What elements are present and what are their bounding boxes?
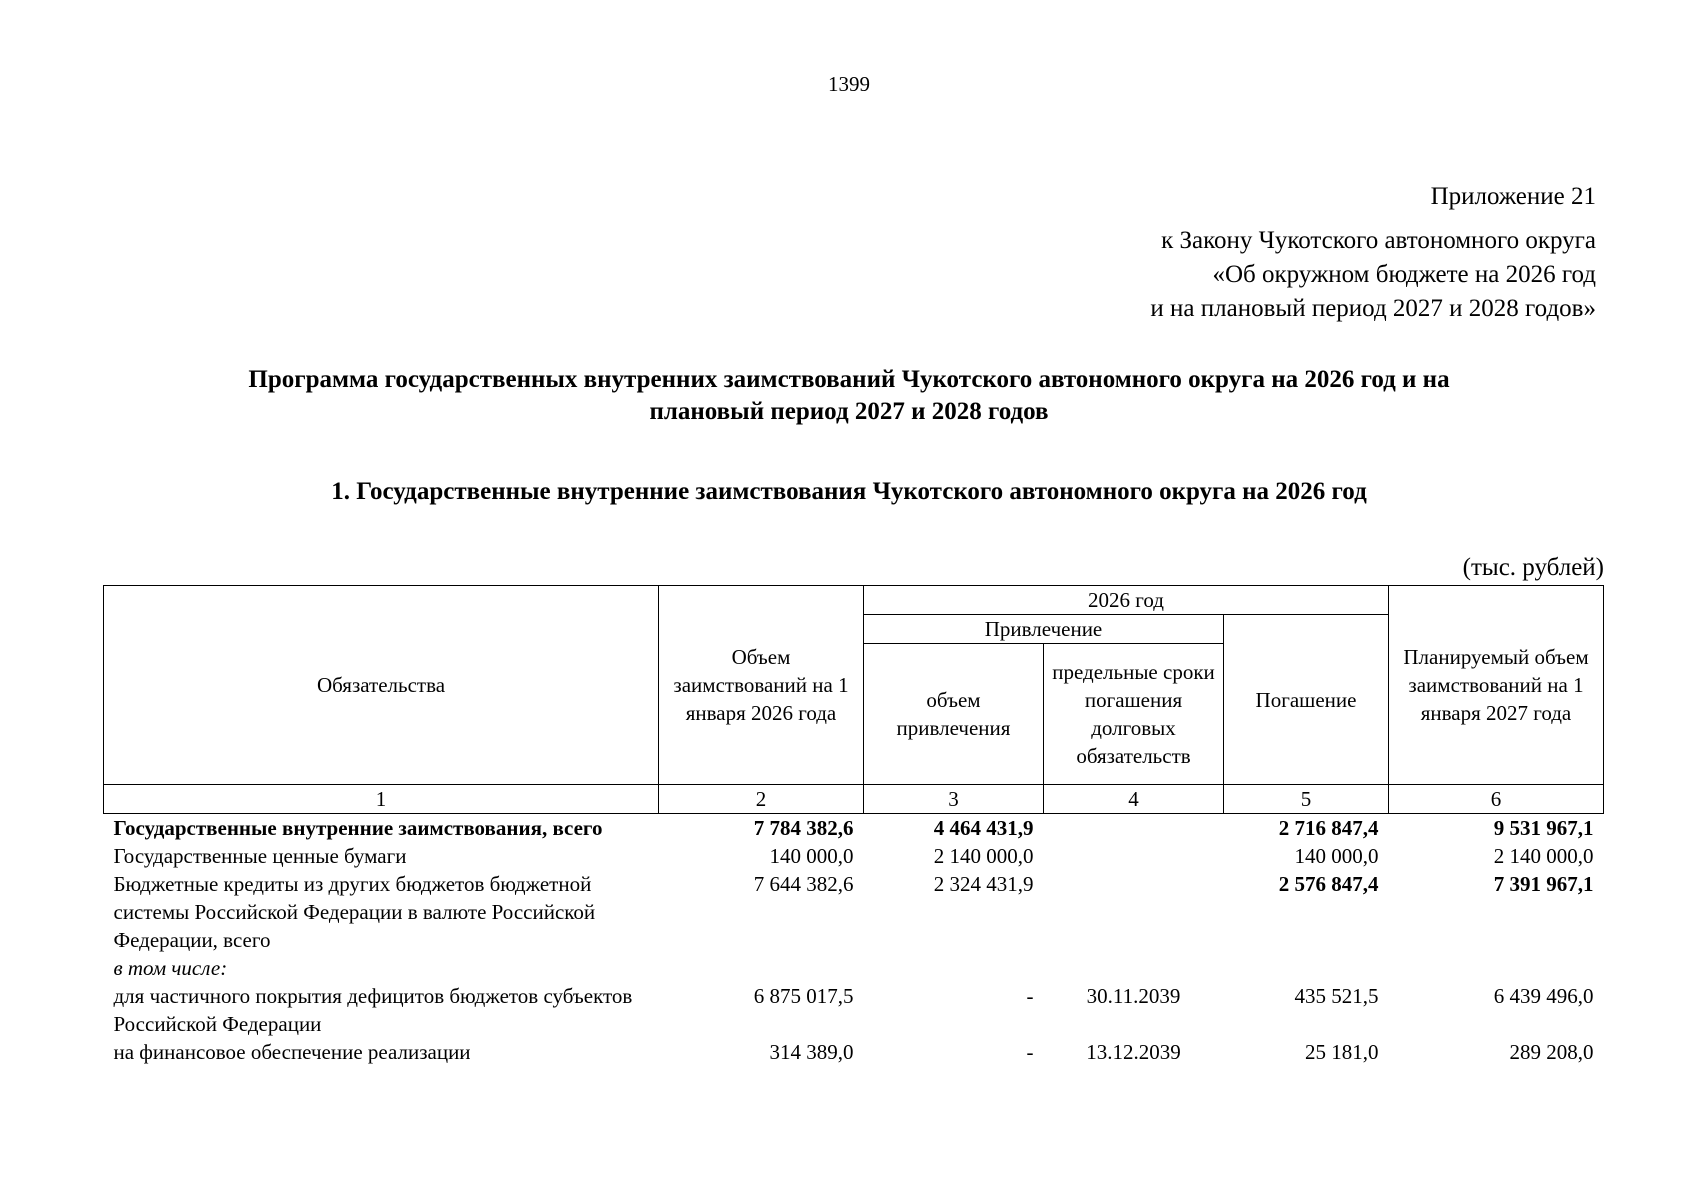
appendix-title: Приложение 21 bbox=[1430, 183, 1596, 210]
row-attraction: - bbox=[1026, 1040, 1034, 1064]
header-attraction: Привлечение bbox=[864, 615, 1224, 644]
table-row bbox=[104, 982, 1604, 1038]
row-deadline: 13.12.2039 bbox=[1086, 1040, 1181, 1064]
main-title-line-1: Программа государственных внутренних заимствований Чукотского автономного округа на 2026 год и на bbox=[248, 366, 1450, 393]
row-repayment: 2 716 847,4 bbox=[1278, 816, 1379, 840]
row-planned: 6 439 496,0 bbox=[1493, 984, 1594, 1008]
row-name: Бюджетные кредиты из других бюджетов бюджетной системы Российской Федерации в валюте Российской Федерации, всего bbox=[113, 872, 596, 952]
appendix-line-2: «Об окружном бюджете на 2026 год bbox=[1212, 261, 1596, 288]
row-repayment: 140 000,0 bbox=[1294, 844, 1379, 868]
main-title bbox=[150, 364, 1548, 428]
row-repayment: 435 521,5 bbox=[1294, 984, 1379, 1008]
row-repayment: 2 576 847,4 bbox=[1278, 872, 1379, 896]
row-deadline bbox=[1044, 814, 1224, 843]
row-deadline: 30.11.2039 bbox=[1086, 984, 1181, 1008]
main-title-line-2: плановый период 2027 и 2028 годов bbox=[649, 398, 1049, 425]
column-number: 3 bbox=[864, 785, 1044, 814]
row-attraction: 2 324 431,9 bbox=[933, 872, 1034, 896]
row-deadline bbox=[1044, 870, 1224, 954]
table-row bbox=[104, 1038, 1604, 1066]
row-name: для частичного покрытия дефицитов бюджетов субъектов Российской Федерации bbox=[113, 984, 633, 1036]
table-row bbox=[104, 954, 1604, 982]
row-volume-start: 6 875 017,5 bbox=[753, 984, 854, 1008]
row-repayment: 25 181,0 bbox=[1305, 1040, 1379, 1064]
header-planned-volume: Планируемый объем заимствований на 1 января 2027 года bbox=[1389, 586, 1604, 785]
row-attraction: 2 140 000,0 bbox=[933, 844, 1034, 868]
column-number: 2 bbox=[659, 785, 864, 814]
row-deadline bbox=[1044, 842, 1224, 870]
unit-label: (тыс. рублей) bbox=[1462, 554, 1604, 581]
row-subheading: в том числе: bbox=[113, 956, 228, 980]
row-volume-start: 140 000,0 bbox=[769, 844, 854, 868]
page-number: 1399 bbox=[828, 72, 870, 96]
appendix-line-3: и на плановый период 2027 и 2028 годов» bbox=[1150, 295, 1596, 322]
header-deadlines: предельные сроки погашения долговых обязательств bbox=[1044, 644, 1224, 785]
row-planned: 9 531 967,1 bbox=[1493, 816, 1594, 840]
table-row bbox=[104, 842, 1604, 870]
row-attraction: 4 464 431,9 bbox=[933, 816, 1034, 840]
column-number: 6 bbox=[1389, 785, 1604, 814]
row-planned: 7 391 967,1 bbox=[1493, 872, 1594, 896]
row-attraction: - bbox=[1026, 984, 1034, 1008]
header-repayment: Погашение bbox=[1224, 615, 1389, 785]
column-number: 5 bbox=[1224, 785, 1389, 814]
row-planned: 2 140 000,0 bbox=[1493, 844, 1594, 868]
table-row bbox=[104, 814, 1604, 843]
row-name: на финансовое обеспечение реализации bbox=[113, 1040, 471, 1064]
appendix-block bbox=[1150, 180, 1596, 326]
appendix-line-1: к Закону Чукотского автономного округа bbox=[1161, 227, 1596, 254]
header-year: 2026 год bbox=[864, 586, 1389, 615]
row-name: Государственные внутренние заимствования, всего bbox=[113, 816, 603, 840]
column-number: 1 bbox=[104, 785, 659, 814]
row-planned: 289 208,0 bbox=[1509, 1040, 1594, 1064]
row-volume-start: 314 389,0 bbox=[769, 1040, 854, 1064]
row-volume-start: 7 784 382,6 bbox=[753, 816, 854, 840]
row-volume-start: 7 644 382,6 bbox=[753, 872, 854, 896]
borrowings-table bbox=[103, 585, 1604, 1066]
column-number: 4 bbox=[1044, 785, 1224, 814]
header-obligations: Обязательства bbox=[104, 586, 659, 785]
section-title: 1. Государственные внутренние заимствования Чукотского автономного округа на 2026 год bbox=[331, 478, 1367, 505]
header-volume-start: Объем заимствований на 1 января 2026 года bbox=[659, 586, 864, 785]
header-attraction-volume: объем привлечения bbox=[864, 644, 1044, 785]
row-name: Государственные ценные бумаги bbox=[113, 844, 407, 868]
table-row bbox=[104, 870, 1604, 954]
